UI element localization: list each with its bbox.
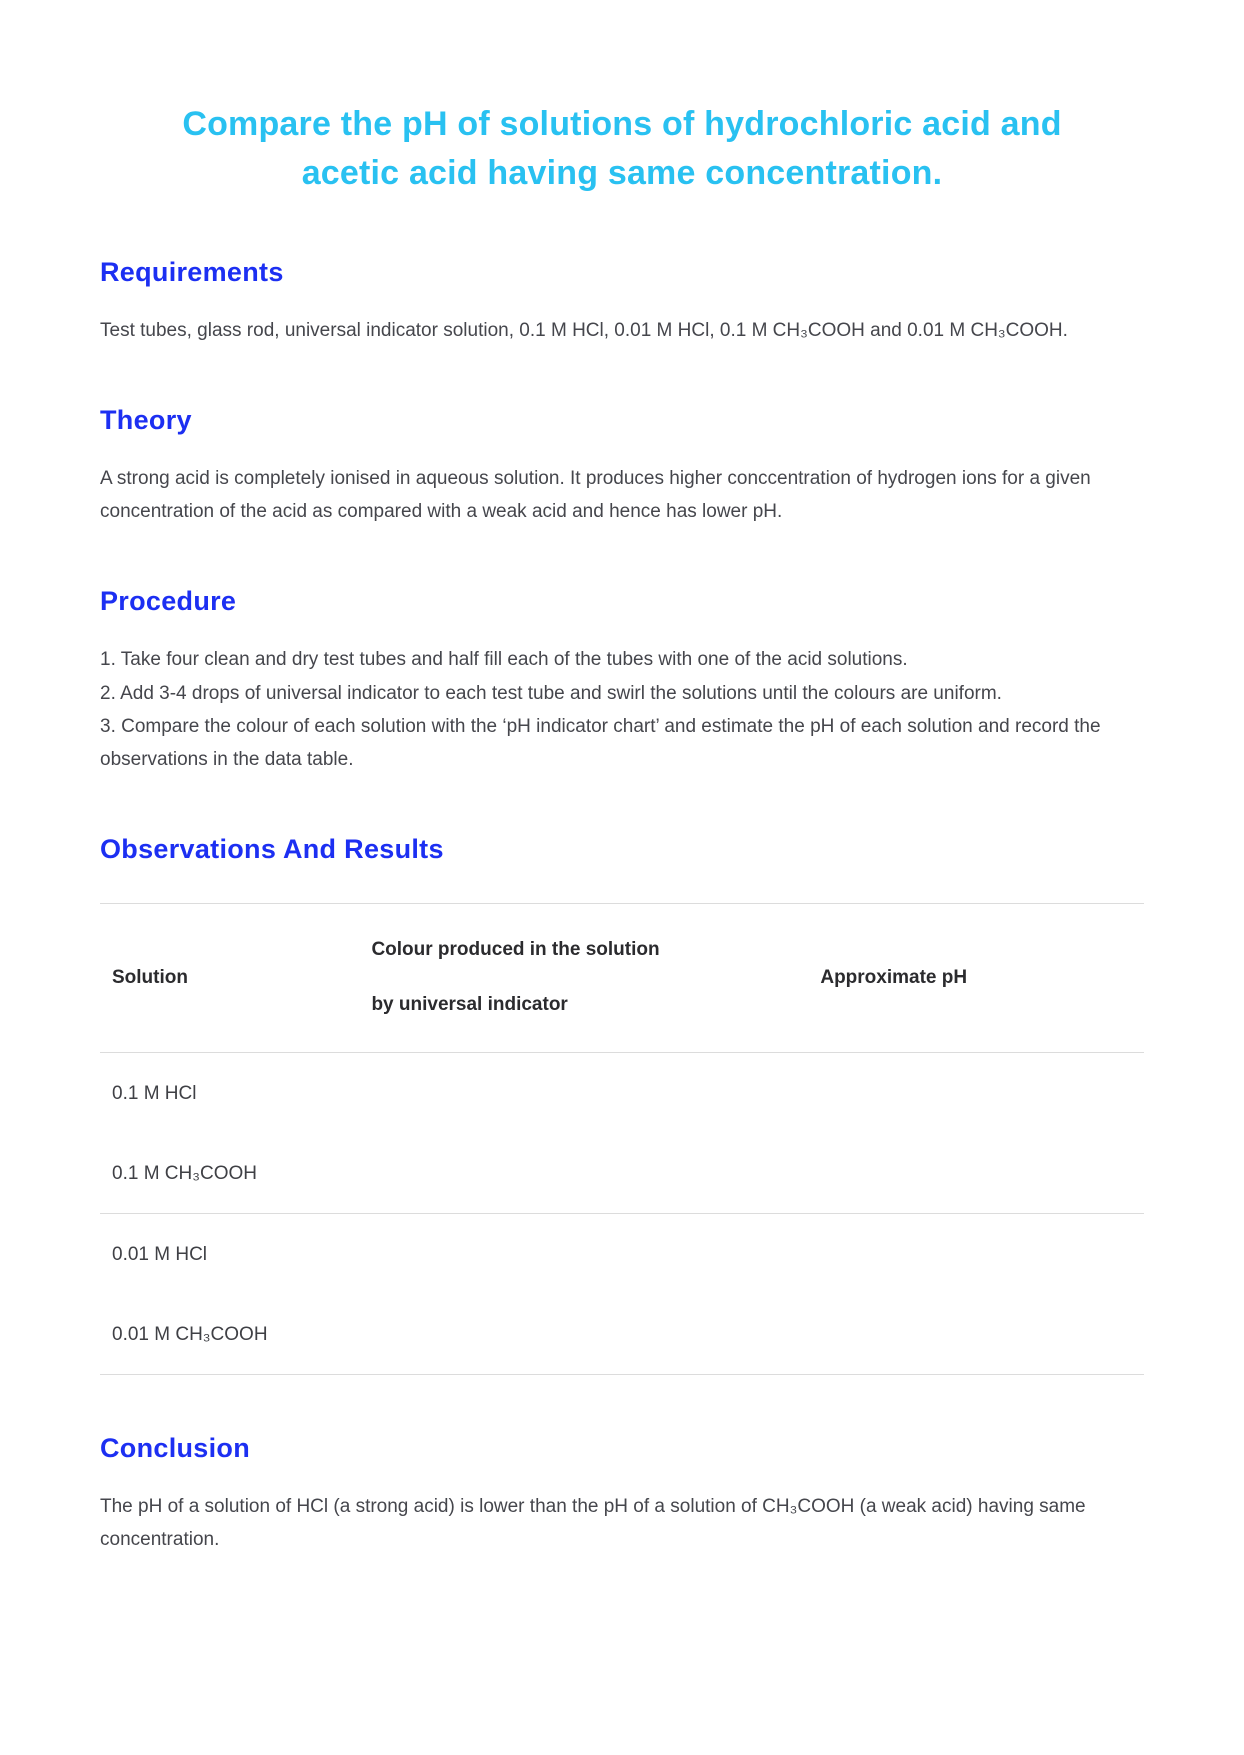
table-row: [100, 1213, 1144, 1294]
column-header-colour-line2: by universal indicator: [371, 994, 568, 1016]
requirements-heading: Requirements: [100, 256, 284, 287]
page-title: Compare the pH of solutions of hydrochloric acid and acetic acid having same concentration.: [182, 105, 1062, 193]
requirements-text: Test tubes, glass rod, universal indicator solution, 0.1 M HCl, 0.01 M HCl, 0.1 M CH₃COOH and 0.01 M CH₃COOH.: [100, 319, 1068, 341]
observations-heading: Observations And Results: [100, 834, 444, 865]
procedure-steps: [100, 643, 1144, 776]
section-conclusion: [100, 1433, 1144, 1557]
table-row: [100, 1133, 1144, 1214]
ph-cell: [820, 1213, 1144, 1294]
table-row: [100, 1052, 1144, 1133]
procedure-step-3: 3. Compare the colour of each solution with the ‘pH indicator chart’ and estimate the pH of each solution and record the observations in the data table.: [100, 715, 1101, 771]
procedure-heading: Procedure: [100, 586, 237, 617]
table-header-row: [100, 904, 1144, 1052]
ph-cell: [820, 1133, 1144, 1214]
colour-cell: [371, 1133, 820, 1214]
procedure-step-2: 2. Add 3-4 drops of universal indicator to each test tube and swirl the solutions until the colours are uniform.: [100, 682, 1002, 704]
column-header-colour-line1: Colour produced in the solution: [371, 939, 660, 961]
section-observations: [100, 834, 1144, 1374]
column-header-solution: Solution: [100, 904, 371, 1052]
section-requirements: [100, 257, 1144, 347]
theory-text: A strong acid is completely ionised in aqueous solution. It produces higher conccentration of hydrogen ions for a given concentration of the acid as compared with a weak acid and hence has lower pH.: [100, 467, 1091, 523]
experiment-document: [100, 0, 1144, 1656]
ph-cell: [820, 1294, 1144, 1375]
ph-cell: [820, 1052, 1144, 1133]
conclusion-text: The pH of a solution of HCl (a strong acid) is lower than the pH of a solution of CH₃COOH (a weak acid) having same concentration.: [100, 1495, 1086, 1550]
table-row: [100, 1294, 1144, 1375]
colour-cell: [371, 1294, 820, 1375]
theory-heading: Theory: [100, 404, 192, 435]
observations-table: [100, 903, 1144, 1374]
solution-cell: 0.01 M CH₃COOH: [100, 1294, 371, 1375]
procedure-step-1: 1. Take four clean and dry test tubes and half fill each of the tubes with one of the acid solutions.: [100, 649, 908, 671]
colour-cell: [371, 1052, 820, 1133]
column-header-ph: Approximate pH: [820, 904, 1144, 1052]
conclusion-heading: Conclusion: [100, 1432, 250, 1463]
section-procedure: [100, 586, 1144, 776]
solution-cell: 0.1 M HCl: [112, 1082, 197, 1104]
solution-cell: 0.1 M CH₃COOH: [100, 1133, 371, 1214]
column-header-colour: [371, 904, 820, 1052]
colour-cell: [371, 1213, 820, 1294]
section-theory: [100, 405, 1144, 529]
solution-cell: 0.01 M HCl: [112, 1243, 208, 1265]
